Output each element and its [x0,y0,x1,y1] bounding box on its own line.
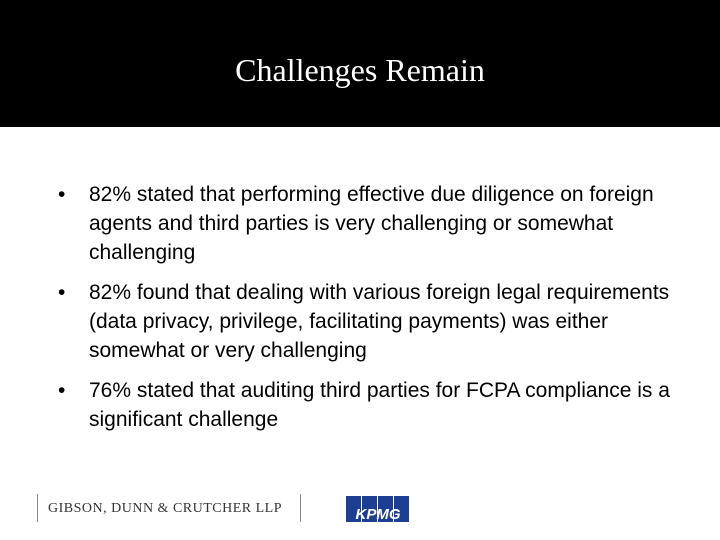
bullet-icon: • [58,183,66,206]
bullet-icon: • [58,379,66,402]
bullet-item [58,278,678,365]
bullet-text: 82% found that dealing with various foreign legal requirements (data privacy, privilege, facilitating payments) was either somewhat or very challenging [89,281,670,362]
slide-title: Challenges Remain [235,52,485,88]
title-bar [0,0,720,127]
bullet-icon: • [58,281,66,304]
footer-divider [300,494,301,522]
bullet-item [58,180,678,267]
gibson-dunn-logo: GIBSON, DUNN & CRUTCHER LLP [48,501,283,516]
bullet-item [58,376,678,434]
bullet-list [58,180,678,445]
bullet-text: 82% stated that performing effective due diligence on foreign agents and third parties is very challenging or somewhat challenging [89,183,654,264]
footer-divider [37,494,38,522]
kpmg-logo [346,496,410,522]
bullet-text: 76% stated that auditing third parties for FCPA compliance is a significant challenge [89,379,670,431]
kpmg-logo-text: KPMG [355,506,401,522]
